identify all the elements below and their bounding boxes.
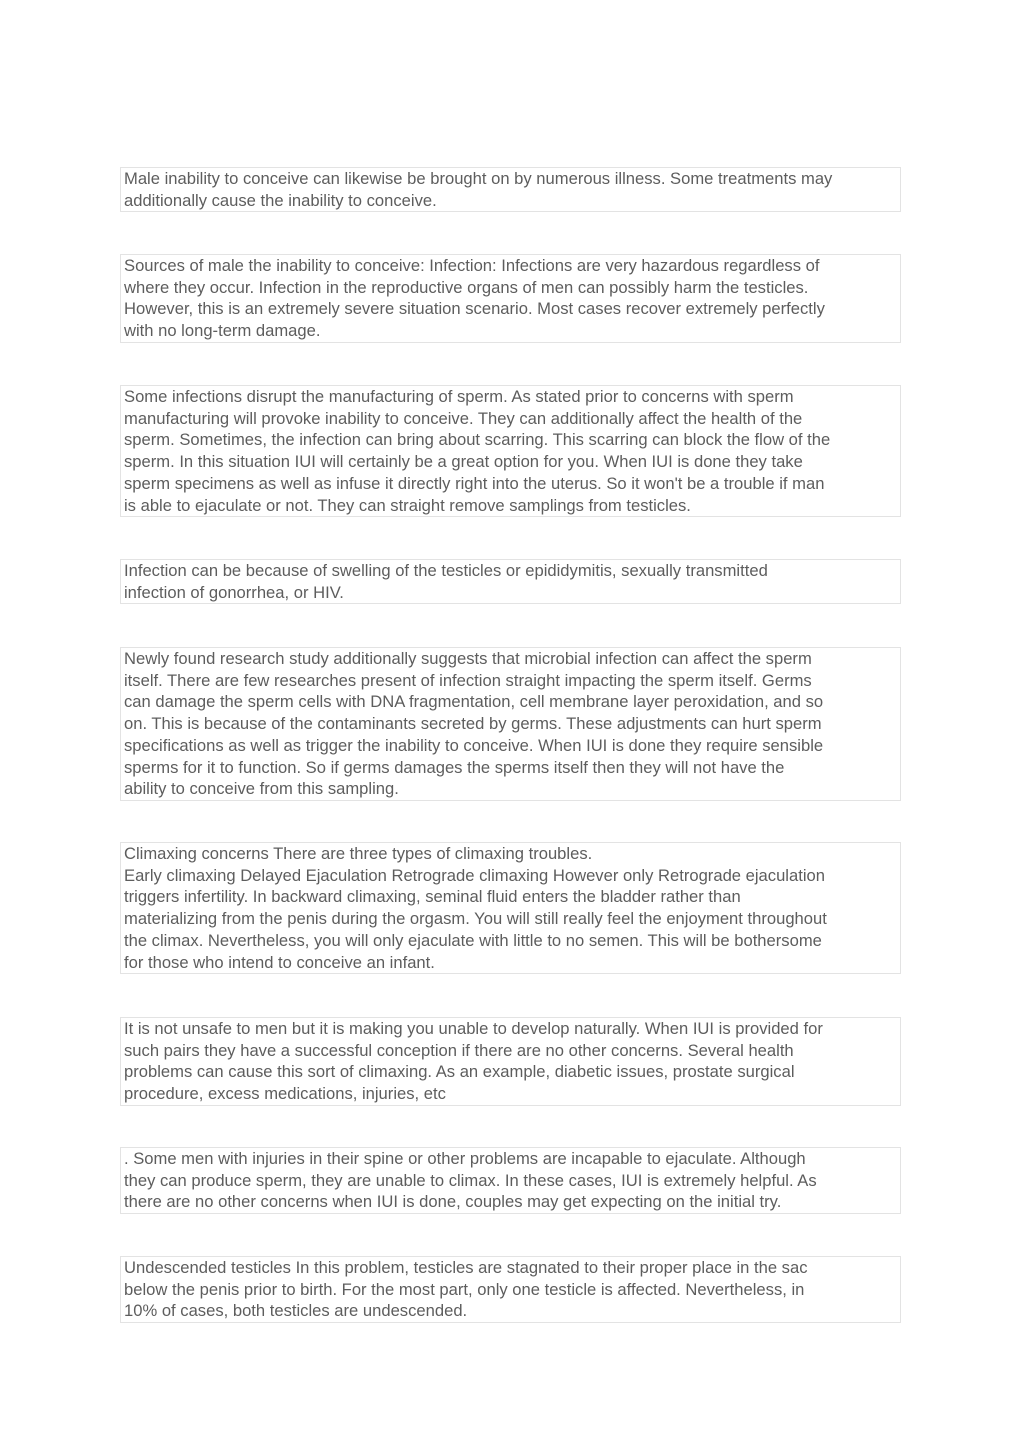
text-line: procedure, excess medications, injuries, etc <box>124 1084 446 1104</box>
text-line: they can produce sperm, they are unable to climax. In these cases, IUI is extremely helpful. As <box>124 1170 817 1190</box>
text-line: Climaxing concerns There are three types of climaxing troubles. <box>124 844 593 863</box>
text-line: . Some men with injuries in their spine or other problems are incapable to ejaculate. Although <box>124 1149 806 1168</box>
text-line: materializing from the penis during the orgasm. You will still really feel the enjoyment throughout <box>124 909 827 929</box>
text-line: itself. There are few researches present of infection straight impacting the sperm itself. Germs <box>124 670 812 690</box>
text-line: sperm. In this situation IUI will certainly be a great option for you. When IUI is done they take <box>124 452 803 472</box>
paragraph-spine-injuries <box>120 1147 901 1214</box>
text-line: sperms for it to function. So if germs damages the sperms itself then they will not have the <box>124 757 785 777</box>
text-line: Sources of male the inability to conceive: Infection: Infections are very hazardous regardless of <box>124 256 820 275</box>
text-line: problems can cause this sort of climaxing. As an example, diabetic issues, prostate surgical <box>124 1062 795 1082</box>
text-line: sperm. Sometimes, the infection can bring about scarring. This scarring can block the flow of the <box>124 430 831 450</box>
text-line: Infection can be because of swelling of the testicles or epididymitis, sexually transmitted <box>124 561 768 580</box>
text-line: additionally cause the inability to conceive. <box>124 190 437 210</box>
text-line: 10% of cases, both testicles are undescended. <box>124 1301 468 1321</box>
text-line: where they occur. Infection in the reproductive organs of men can possibly harm the testicles. <box>124 277 809 297</box>
text-line: for those who intend to conceive an infant. <box>124 952 435 972</box>
text-line: such pairs they have a successful conception if there are no other concerns. Several health <box>124 1040 794 1060</box>
text-line: triggers infertility. In backward climaxing, seminal fluid enters the bladder rather than <box>124 887 741 907</box>
text-line: on. This is because of the contaminants secreted by germs. These adjustments can hurt sperm <box>124 714 822 734</box>
text-line: can damage the sperm cells with DNA fragmentation, cell membrane layer peroxidation, and so <box>124 692 824 712</box>
paragraph-sperm-manufacturing <box>120 385 901 517</box>
text-line: infection of gonorrhea, or HIV. <box>124 582 344 602</box>
text-line: Early climaxing Delayed Ejaculation Retrograde climaxing However only Retrograde ejaculation <box>124 865 825 885</box>
text-line: Undescended testicles In this problem, testicles are stagnated to their proper place in the sac <box>124 1258 808 1277</box>
text-line: Newly found research study additionally suggests that microbial infection can affect the sperm <box>124 649 812 668</box>
text-line: manufacturing will provoke inability to conceive. They can additionally affect the health of the <box>124 408 803 428</box>
text-line: Male inability to conceive can likewise be brought on by numerous illness. Some treatments may <box>124 169 833 188</box>
text-line: ability to conceive from this sampling. <box>124 779 399 799</box>
text-line: with no long-term damage. <box>124 321 321 341</box>
text-line: the climax. Nevertheless, you will only ejaculate with little to no semen. This will be bothersome <box>124 930 822 950</box>
text-line: is able to ejaculate or not. They can straight remove samplings from testicles. <box>124 495 691 515</box>
text-line: However, this is an extremely severe situation scenario. Most cases recover extremely perfectly <box>124 299 825 319</box>
paragraph-not-unsafe <box>120 1017 901 1106</box>
text-line: Some infections disrupt the manufacturing of sperm. As stated prior to concerns with sperm <box>124 387 794 406</box>
paragraph-climaxing-concerns <box>120 842 901 974</box>
paragraph-infection-causes <box>120 559 901 604</box>
paragraph-undescended-testicles <box>120 1256 901 1323</box>
text-line: there are no other concerns when IUI is done, couples may get expecting on the initial try. <box>124 1192 782 1212</box>
text-line: below the penis prior to birth. For the most part, only one testicle is affected. Nevertheless, in <box>124 1279 805 1299</box>
paragraph-sources-infection <box>120 254 901 343</box>
paragraph-microbial-research <box>120 647 901 801</box>
text-line: specifications as well as trigger the inability to conceive. When IUI is done they require sensible <box>124 735 824 755</box>
text-line: sperm specimens as well as infuse it directly right into the uterus. So it won't be a trouble if man <box>124 473 825 493</box>
paragraph-male-inability <box>120 167 901 212</box>
text-line: It is not unsafe to men but it is making you unable to develop naturally. When IUI is provided for <box>124 1019 823 1038</box>
